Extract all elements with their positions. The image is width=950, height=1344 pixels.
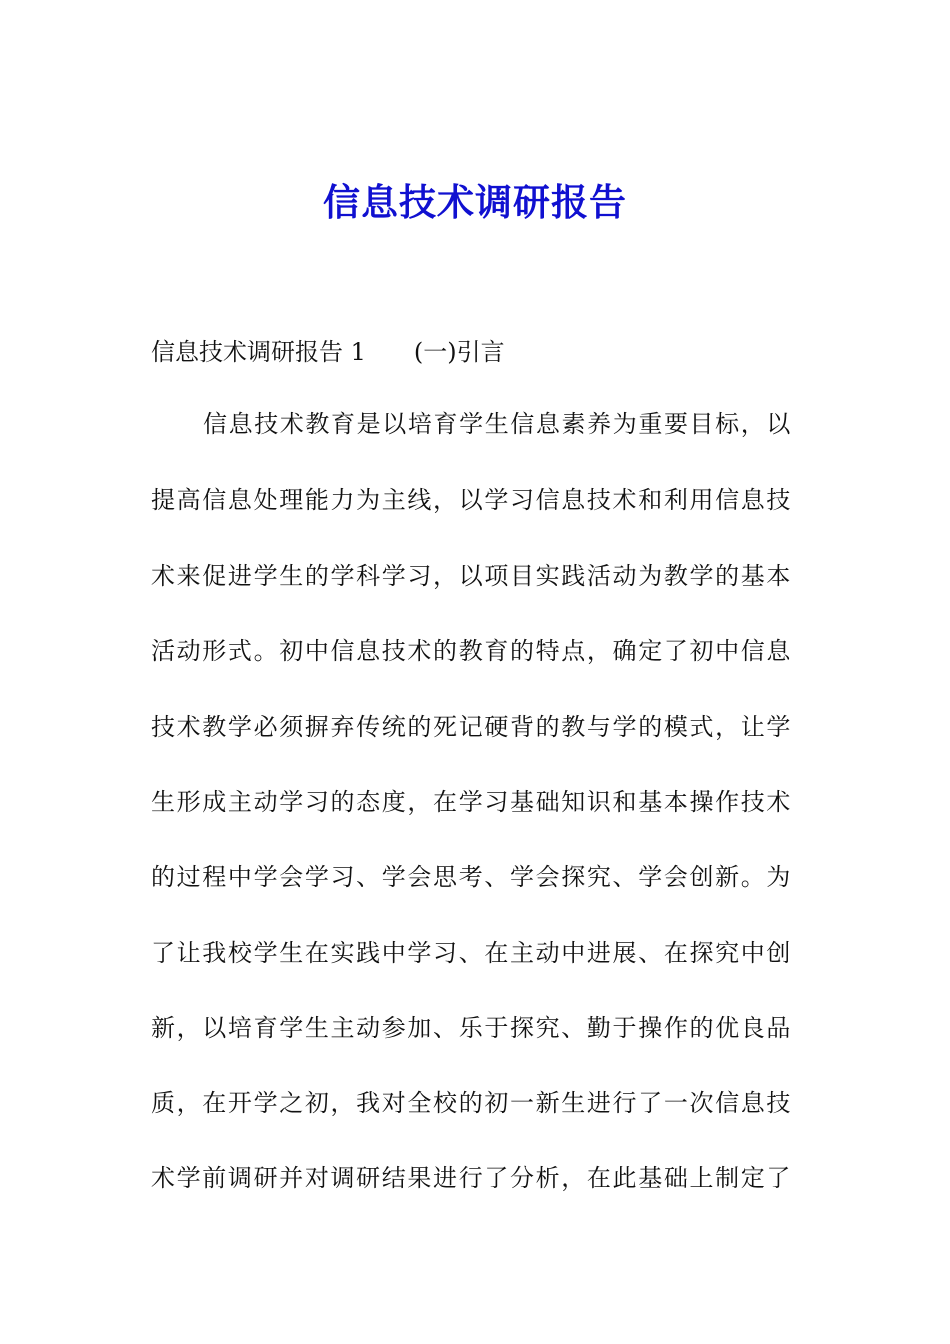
paragraph-line: 提高信息处理能力为主线，以学习信息技术和利用信息技: [151, 486, 791, 514]
paragraph-line: 了让我校学生在实践中学习、在主动中进展、在探究中创: [151, 939, 791, 967]
paragraph-line: 的过程中学会学习、学会思考、学会探究、学会创新。为: [151, 863, 791, 891]
paragraph-line: 活动形式。初中信息技术的教育的特点，确定了初中信息: [151, 637, 791, 665]
paragraph-line: 新，以培育学生主动参加、乐于探究、勤于操作的优良品: [151, 1014, 791, 1042]
paragraph-line: 生形成主动学习的态度，在学习基础知识和基本操作技术: [151, 788, 791, 816]
paragraph-line: 术来促进学生的学科学习，以项目实践活动为教学的基本: [151, 562, 791, 590]
subheading: [151, 330, 791, 374]
paragraph-line: 技术教学必须摒弃传统的死记硬背的教与学的模式，让学: [151, 713, 791, 741]
paragraph-line: 术学前调研并对调研结果进行了分析，在此基础上制定了: [151, 1164, 791, 1192]
section-heading: (一)引言: [413, 338, 505, 366]
report-number-label: 信息技术调研报告 1: [151, 338, 366, 366]
paragraph-line: 信息技术教育是以培育学生信息素养为重要目标，以: [203, 410, 791, 438]
document-title: 信息技术调研报告: [323, 180, 627, 224]
paragraph-line: 质，在开学之初，我对全校的初一新生进行了一次信息技: [151, 1089, 791, 1117]
